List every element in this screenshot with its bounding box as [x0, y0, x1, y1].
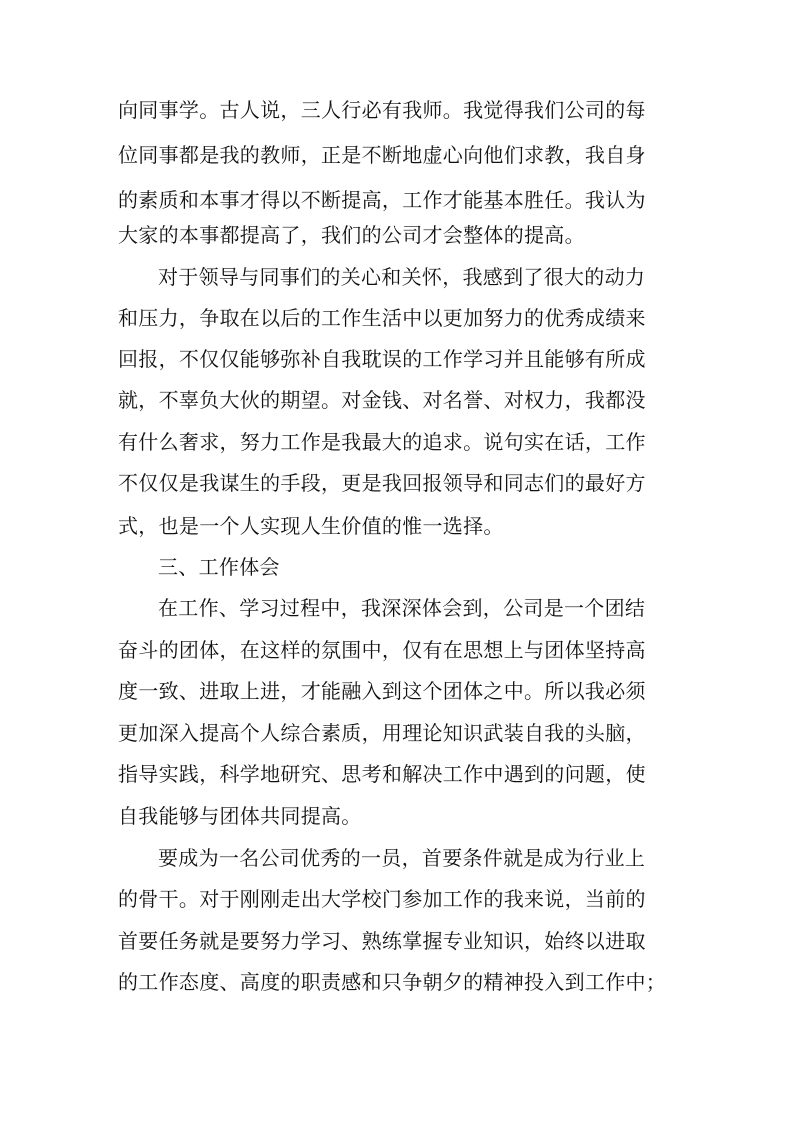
text-line: 的工作态度、高度的职责感和只争朝夕的精神投入到工作中； [118, 970, 667, 994]
text-line: 自我能够与团体共同提高。 [118, 804, 362, 828]
text-line: 式，也是一个人实现人生价值的惟一选择。 [118, 514, 504, 538]
text-line: 回报，不仅仅能够弥补自我耽误的工作学习并且能够有所成 [118, 347, 646, 371]
paragraph-first-line: 对于领导与同事们的关心和关怀，我感到了很大的动力 [158, 265, 646, 289]
text-line: 就，不辜负大伙的期望。对金钱、对名誉、对权力，我都没 [118, 388, 646, 412]
text-line: 更加深入提高个人综合素质，用理论知识武装自我的头脑， [118, 721, 646, 745]
text-line: 的素质和本事才得以不断提高，工作才能基本胜任。我认为 [118, 188, 646, 212]
paragraph-first-line: 在工作、学习过程中，我深深体会到，公司是一个团结 [158, 596, 646, 620]
text-line: 有什么奢求，努力工作是我最大的追求。说句实在话，工作 [118, 430, 646, 454]
text-line: 首要任务就是要努力学习、熟练掌握专业知识，始终以进取 [118, 929, 646, 953]
text-line: 位同事都是我的教师，正是不断地虚心向他们求教，我自身 [118, 143, 646, 167]
text-line: 奋斗的团体，在这样的氛围中，仅有在思想上与团体坚持高 [118, 638, 646, 662]
section-heading: 三、工作体会 [158, 555, 280, 579]
text-line: 的骨干。对于刚刚走出大学校门参加工作的我来说，当前的 [118, 887, 646, 911]
paragraph-first-line: 要成为一名公司优秀的一员，首要条件就是成为行业上 [158, 846, 646, 870]
text-line: 和压力，争取在以后的工作生活中以更加努力的优秀成绩来 [118, 306, 646, 330]
text-line: 向同事学。古人说，三人行必有我师。我觉得我们公司的每 [118, 98, 646, 122]
text-line: 不仅仅是我谋生的手段，更是我回报领导和同志们的最好方 [118, 471, 646, 495]
text-line: 度一致、进取上进，才能融入到这个团体之中。所以我必须 [118, 679, 646, 703]
text-line: 大家的本事都提高了，我们的公司才会整体的提高。 [118, 223, 585, 247]
text-line: 指导实践，科学地研究、思考和解决工作中遇到的问题，使 [118, 762, 646, 786]
